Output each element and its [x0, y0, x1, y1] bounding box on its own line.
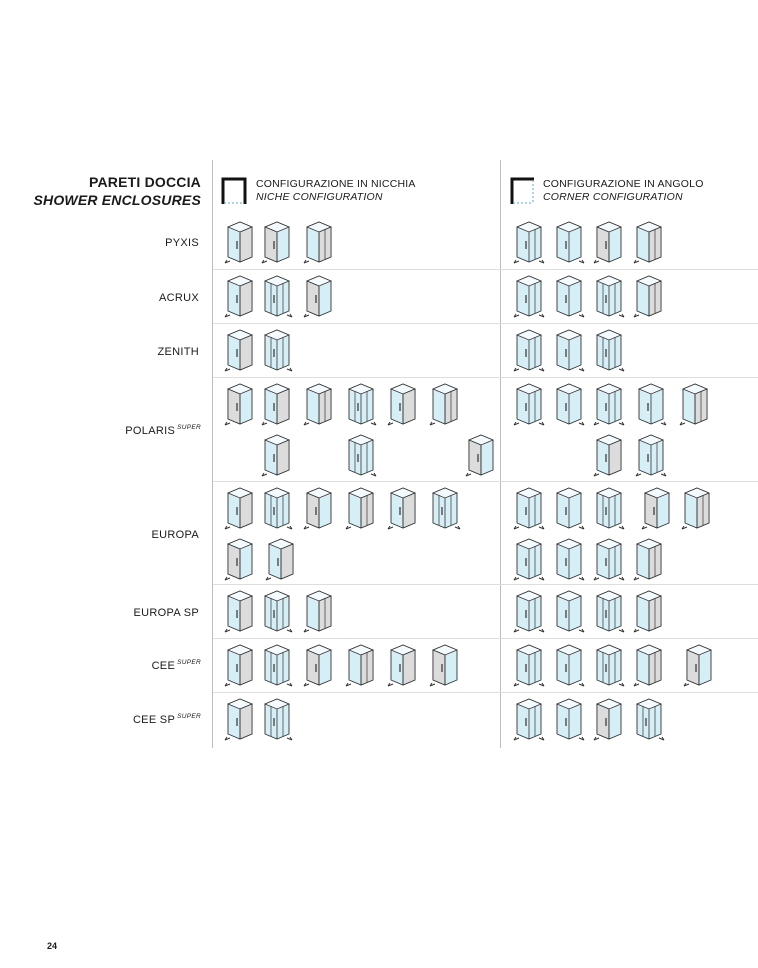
- shower-enclosure-icon: [221, 381, 259, 429]
- column-divider-middle: [500, 160, 501, 748]
- row-separator: [213, 692, 758, 693]
- shower-enclosure-icon: [221, 485, 259, 533]
- shower-enclosure-icon: [678, 485, 716, 533]
- shower-enclosure-icon: [258, 432, 296, 480]
- shower-enclosure-icon: [630, 536, 668, 584]
- shower-enclosure-icon: [550, 485, 588, 533]
- shower-enclosure-icon: [426, 485, 464, 533]
- shower-enclosure-icon: [550, 642, 588, 690]
- shower-enclosure-icon: [510, 588, 548, 636]
- shower-enclosure-icon: [342, 381, 380, 429]
- row-separator: [213, 323, 758, 324]
- shower-enclosure-icon: [258, 327, 296, 375]
- shower-enclosure-icon: [590, 642, 628, 690]
- row-separator: [213, 269, 758, 270]
- row-label-pyxis: PYXIS: [165, 237, 199, 249]
- column-divider-left: [212, 160, 213, 748]
- shower-enclosure-icon: [342, 432, 380, 480]
- shower-enclosure-icon: [300, 273, 338, 321]
- shower-enclosure-icon: [221, 696, 259, 744]
- shower-enclosure-icon: [258, 219, 296, 267]
- shower-enclosure-icon: [221, 642, 259, 690]
- shower-enclosure-icon: [550, 381, 588, 429]
- row-label-europa-sp: EUROPA SP: [133, 607, 199, 619]
- shower-enclosure-icon: [384, 485, 422, 533]
- shower-enclosure-icon: [550, 219, 588, 267]
- shower-enclosure-icon: [632, 381, 670, 429]
- section-title-english: SHOWER ENCLOSURES: [33, 192, 201, 208]
- shower-enclosure-icon: [638, 485, 676, 533]
- shower-enclosure-icon: [258, 381, 296, 429]
- corner-configuration-label-english: CORNER CONFIGURATION: [543, 191, 683, 203]
- niche-configuration-label: CONFIGURAZIONE IN NICCHIA: [256, 178, 416, 190]
- niche-configuration-label-english: NICHE CONFIGURATION: [256, 191, 383, 203]
- shower-enclosure-icon: [510, 273, 548, 321]
- shower-enclosure-icon: [258, 485, 296, 533]
- shower-enclosure-icon: [630, 588, 668, 636]
- shower-enclosure-icon: [258, 588, 296, 636]
- shower-enclosure-icon: [384, 381, 422, 429]
- corner-configuration-label: CONFIGURAZIONE IN ANGOLO: [543, 178, 704, 190]
- shower-enclosure-icon: [342, 485, 380, 533]
- row-label-zenith: ZENITH: [157, 346, 199, 358]
- row-label-europa: EUROPA: [151, 529, 199, 541]
- section-title: PARETI DOCCIA: [88, 174, 201, 190]
- shower-enclosure-icon: [630, 273, 668, 321]
- shower-enclosure-icon: [550, 273, 588, 321]
- shower-enclosure-icon: [590, 219, 628, 267]
- shower-enclosure-icon: [632, 432, 670, 480]
- shower-enclosure-icon: [426, 381, 464, 429]
- shower-enclosure-icon: [510, 642, 548, 690]
- shower-enclosure-icon: [221, 588, 259, 636]
- row-separator: [213, 584, 758, 585]
- shower-enclosure-icon: [300, 588, 338, 636]
- shower-enclosure-icon: [590, 432, 628, 480]
- shower-enclosure-icon: [510, 696, 548, 744]
- page-number: 24: [47, 941, 58, 951]
- shower-enclosure-icon: [680, 642, 718, 690]
- shower-enclosure-icon: [630, 219, 668, 267]
- shower-enclosure-icon: [550, 588, 588, 636]
- shower-enclosure-icon: [262, 536, 300, 584]
- shower-enclosure-icon: [510, 485, 548, 533]
- shower-enclosure-icon: [258, 273, 296, 321]
- shower-enclosure-icon: [258, 696, 296, 744]
- shower-enclosure-icon: [590, 273, 628, 321]
- shower-enclosure-icon: [590, 381, 628, 429]
- shower-enclosure-icon: [510, 327, 548, 375]
- shower-enclosure-icon: [221, 327, 259, 375]
- shower-enclosure-icon: [510, 536, 548, 584]
- shower-enclosure-icon: [630, 696, 668, 744]
- shower-enclosure-icon: [300, 642, 338, 690]
- row-separator: [213, 481, 758, 482]
- shower-enclosure-icon: [300, 219, 338, 267]
- shower-enclosure-icon: [300, 381, 338, 429]
- shower-enclosure-icon: [221, 273, 259, 321]
- shower-enclosure-icon: [510, 381, 548, 429]
- shower-enclosure-icon: [550, 536, 588, 584]
- shower-enclosure-icon: [550, 696, 588, 744]
- shower-enclosure-icon: [510, 219, 548, 267]
- shower-enclosure-icon: [384, 642, 422, 690]
- shower-enclosure-icon: [300, 485, 338, 533]
- shower-enclosure-icon: [630, 642, 668, 690]
- row-separator: [213, 638, 758, 639]
- corner-configuration-icon: [510, 177, 536, 205]
- shower-enclosure-icon: [221, 536, 259, 584]
- shower-enclosure-icon: [590, 327, 628, 375]
- row-label-cee-sp: CEE SP $^{SUPER}$: [132, 713, 201, 726]
- shower-enclosure-icon: [462, 432, 500, 480]
- shower-enclosure-icon: [590, 536, 628, 584]
- row-label-acrux: ACRUX: [158, 292, 199, 304]
- shower-enclosure-icon: [342, 642, 380, 690]
- row-label-cee: CEE $^{SUPER}$: [151, 659, 201, 672]
- shower-enclosure-icon: [258, 642, 296, 690]
- shower-enclosure-icon: [550, 327, 588, 375]
- shower-enclosure-icon: [426, 642, 464, 690]
- row-separator: [213, 377, 758, 378]
- shower-enclosure-icon: [676, 381, 714, 429]
- niche-configuration-icon: [221, 177, 247, 205]
- shower-enclosure-icon: [590, 485, 628, 533]
- row-label-polaris: POLARIS $^{SUPER}$: [125, 424, 201, 437]
- shower-enclosure-icon: [590, 696, 628, 744]
- shower-enclosure-icon: [221, 219, 259, 267]
- shower-enclosure-icon: [590, 588, 628, 636]
